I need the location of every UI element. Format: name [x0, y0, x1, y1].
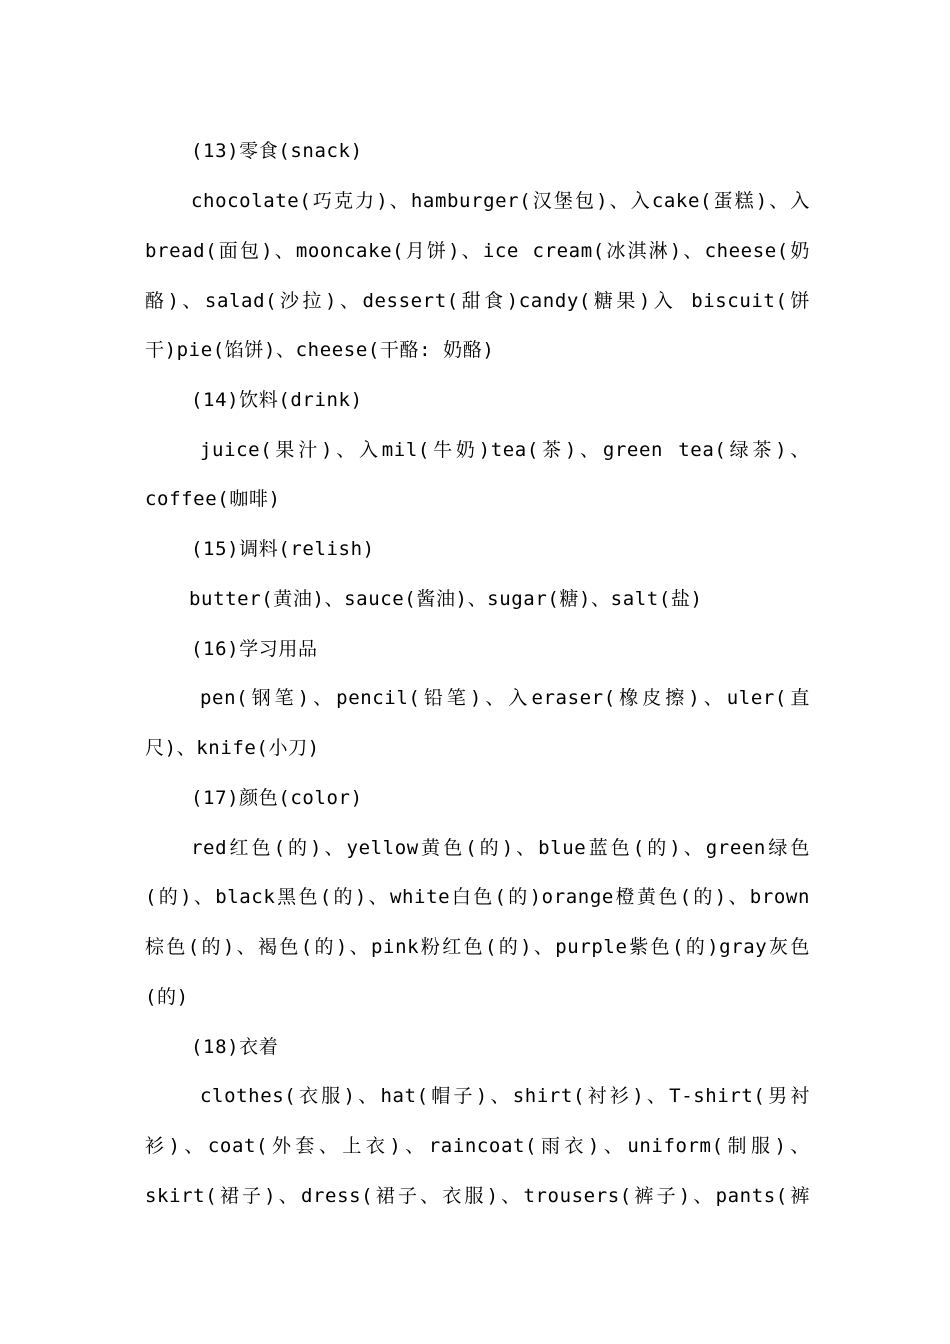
text-line: bread(面包)、mooncake(月饼)、ice cream(冰淇淋)、cheese(奶: [145, 240, 810, 262]
text-line: chocolate(巧克力)、hamburger(汉堡包)、入cake(蛋糕)、入: [191, 190, 810, 212]
heading-drink: (14)饮料(drink): [191, 389, 363, 411]
text-line: pen(钢笔)、pencil(铅笔)、入eraser(橡皮擦)、uler(直: [200, 687, 810, 709]
text-line: (的)、black黑色(的)、white白色(的)orange橙黄色(的)、brown: [145, 886, 810, 908]
text-line: red红色(的)、yellow黄色(的)、blue蓝色(的)、green绿色: [191, 837, 810, 859]
heading-snack: (13)零食(snack): [191, 140, 363, 162]
text-line: butter(黄油)、sauce(酱油)、sugar(糖)、salt(盐): [189, 588, 703, 610]
text-line: coffee(咖啡): [145, 488, 281, 510]
text-line: 尺)、knife(小刀): [145, 737, 320, 759]
text-line: clothes(衣服)、hat(帽子)、shirt(衬衫)、T-shirt(男衬: [200, 1085, 810, 1107]
text-line: 衫)、coat(外套、上衣)、raincoat(雨衣)、uniform(制服)、: [145, 1135, 810, 1157]
heading-relish: (15)调料(relish): [191, 538, 375, 560]
heading-color: (17)颜色(color): [191, 787, 363, 809]
text-line: skirt(裙子)、dress(裙子、衣服)、trousers(裤子)、pants(裤: [145, 1185, 810, 1207]
text-line: 棕色(的)、褐色(的)、pink粉红色(的)、purple紫色(的)gray灰色: [145, 936, 810, 958]
text-line: (的): [145, 986, 189, 1008]
text-line: 酪)、salad(沙拉)、dessert(甜食)candy(糖果)入 biscuit(饼: [145, 290, 810, 312]
text-line: 干)pie(馅饼)、cheese(干酪: 奶酪): [145, 339, 495, 361]
heading-clothes: (18)衣着: [191, 1036, 279, 1058]
heading-stationery: (16)学习用品: [191, 638, 318, 660]
text-line: juice(果汁)、入mil(牛奶)tea(茶)、green tea(绿茶)、: [200, 439, 810, 461]
